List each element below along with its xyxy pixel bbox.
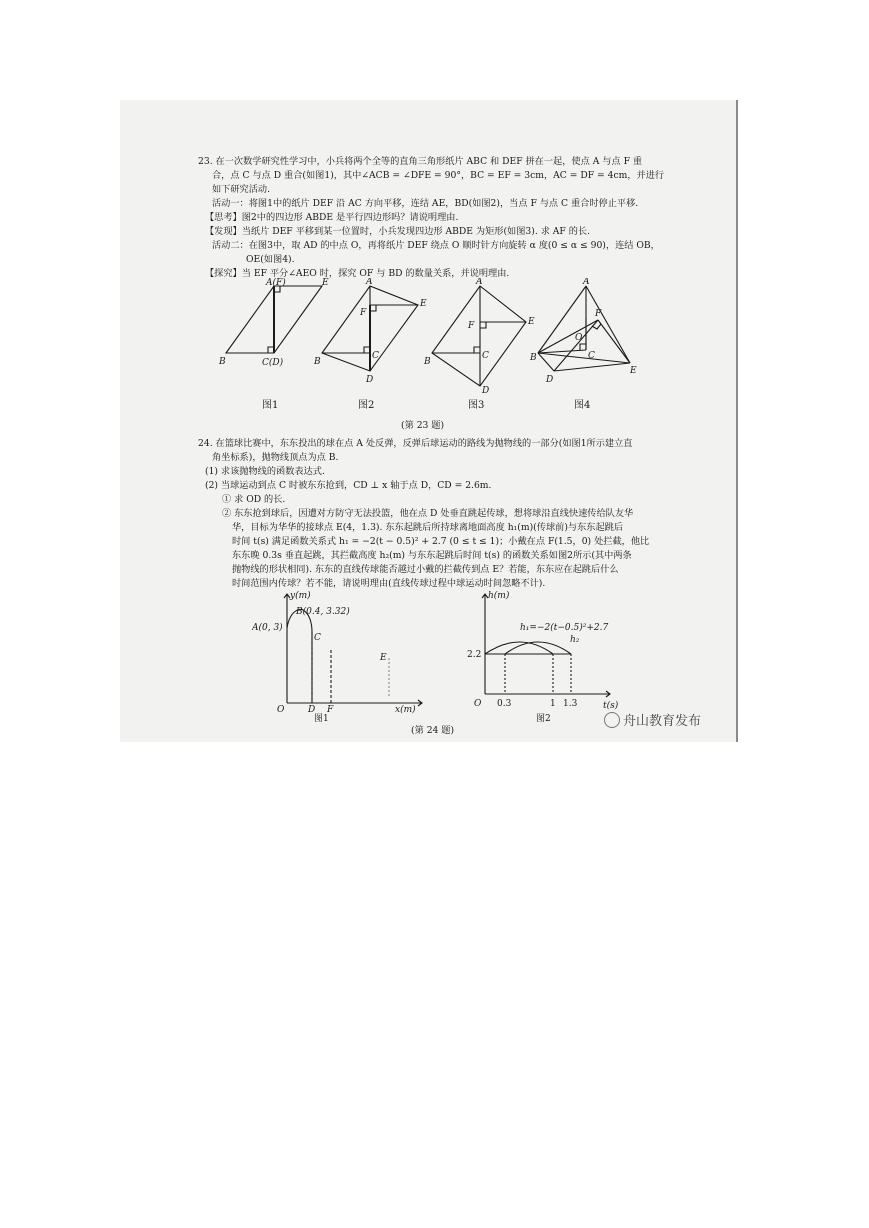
q23-f1-label-CD: C(D) (262, 358, 284, 368)
q24-f2-h1-curve (485, 642, 553, 654)
q23-line-5: 【思考】图2中的四边形 ABDE 是平行四边形吗？请说明理由. (205, 212, 459, 223)
q24-f1-point-B: B(0.4, 3.32) (296, 607, 350, 617)
q23-fig3-caption: 图3 (468, 400, 485, 411)
q23-line-1: 23. 在一次数学研究性学习中，小兵将两个全等的直角三角形纸片 ABC 和 DEF 拼在一起，使点 A 与点 F 重 (198, 156, 643, 167)
q23-f4-label-O: O (575, 333, 583, 343)
q24-f2-origin: O (474, 699, 482, 709)
q23-line-9: 【探究】当 EF 平分∠AEO 时，探究 OF 与 BD 的数量关系，并说明理由. (205, 268, 510, 279)
q24-line-1: 24. 在篮球比赛中，东东投出的球在点 A 处反弹，反弹后球运动的路线为抛物线的一部分(如图1所示建立直 (198, 438, 633, 449)
q24-f1-point-F: F (327, 705, 334, 715)
q23-line-2: 合，点 C 与点 D 重合(如图1)，其中∠ACB = ∠DFE = 90°，BC = EF = 3cm，AC = DF = 4cm，并进行 (212, 170, 665, 181)
q24-line-5: ① 求 OD 的长. (222, 494, 286, 505)
q24-f1-ylabel: y(m) (290, 591, 311, 601)
q23-f4-label-F: F (595, 309, 602, 319)
q24-line-10: 抛物线的形状相同). 东东的直线传球能否越过小戴的拦截传到点 E？若能，东东应在起跳后什么 (232, 564, 619, 575)
q24-fig2-caption: 图2 (536, 714, 551, 722)
q23-fig3 (432, 286, 526, 386)
q23-line-3: 如下研究活动. (212, 184, 271, 195)
watermark (604, 710, 701, 729)
q24-line-7: 华，目标为华华的接球点 E(4，1.3). 东东起跳后所持球离地面高度 h₁(m)(传球前)与东东起跳后 (232, 522, 624, 533)
q24-fig1 (252, 590, 432, 722)
q23-f2-label-F: F (360, 308, 367, 318)
q24-f1-parabola (287, 609, 312, 703)
q23-fig4 (538, 286, 630, 371)
q24-f2-h2-curve (505, 642, 571, 654)
q23-f3-label-A: A (476, 278, 483, 287)
q24-f1-point-E: E (380, 653, 387, 663)
q24-f1-point-D: D (308, 705, 316, 715)
q23-f4-label-E: E (630, 366, 637, 376)
q23-fig1 (226, 286, 322, 353)
q24-f2-h1-label: h₁=−2(t−0.5)²+2.7 (520, 623, 609, 633)
q23-fig2-caption: 图2 (358, 400, 375, 411)
q24-line-2: 角坐标系)，抛物线顶点为点 B. (212, 452, 339, 463)
q24-f2-xlabel: t(s) (603, 701, 619, 711)
q23-fig2 (322, 286, 418, 371)
q23-f3-label-E: E (528, 317, 535, 327)
q23-f2-label-B: B (314, 357, 321, 367)
q23-f1-label-E: E (322, 278, 329, 288)
q23-line-8: OE(如图4). (246, 254, 295, 265)
q24-line-11: 时间范围内传球？若不能，请说明理由(直线传球过程中球运动时间忽略不计). (232, 578, 546, 589)
q23-line-4: 活动一：将图1中的纸片 DEF 沿 AC 方向平移，连结 AE，BD(如图2)，当点 F 与点 C 重合时停止平移. (212, 198, 639, 209)
q24-line-4: (2) 当球运动到点 C 时被东东抢到，CD ⊥ x 轴于点 D，CD = 2.6m. (205, 480, 492, 491)
q23-f2-label-D: D (366, 375, 374, 385)
q24-line-9: 东东晚 0.3s 垂直起跳，其拦截高度 h₂(m) 与东东起跳后时间 t(s) 的函数关系如图2所示(其中两条 (232, 550, 632, 561)
q24-line-3: (1) 求该抛物线的函数表达式. (205, 466, 325, 477)
q24-line-6: ② 东东抢到球后，因遭对方防守无法投篮，他在点 D 处垂直跳起传球，想将球沿直线快速传给队友华 (222, 508, 634, 519)
q24-f2-ylabel: h(m) (488, 591, 510, 601)
page-edge-line (736, 100, 738, 742)
watermark-text: 舟山教育发布 (623, 714, 702, 729)
q24-f1-point-C: C (314, 633, 321, 643)
q23-fig4-caption: 图4 (574, 400, 591, 411)
q23-f3-label-F: F (468, 321, 475, 331)
q23-f4-label-B: B (530, 353, 537, 363)
q23-f1-label-AF: A(F) (266, 278, 286, 288)
q23-line-7: 活动二：在图3中，取 AD 的中点 O，再将纸片 DEF 绕点 O 顺时针方向旋转 α 度(0 ≤ α ≤ 90)，连结 OB， (212, 240, 660, 251)
q24-fig2 (460, 590, 630, 722)
wechat-icon (604, 712, 620, 728)
q23-f2-label-C: C (372, 351, 379, 361)
q24-f2-h2-label: h₂ (570, 635, 580, 645)
q24-f1-point-A: A(0, 3) (252, 623, 283, 633)
q24-f2-xtick-0.3: 0.3 (497, 699, 512, 709)
q23-f4-label-D: D (546, 375, 554, 385)
q23-fig1-caption: 图1 (262, 400, 279, 411)
q24-line-8: 时间 t(s) 满足函数关系式 h₁ = −2(t − 0.5)² + 2.7 (0 ≤ t ≤ 1)；小戴在点 F(1.5，0) 处拦截，他比 (232, 536, 650, 547)
q23-f4-label-A: A (583, 278, 590, 287)
q24-f1-origin: O (277, 705, 285, 715)
q24-f2-xtick-1.3: 1.3 (563, 699, 578, 709)
q24-f2-xtick-1: 1 (550, 699, 556, 709)
q23-f1-label-B: B (219, 357, 226, 367)
q23-f2-label-E: E (420, 299, 427, 309)
q24-caption: (第 24 题) (411, 725, 455, 736)
q24-f1-xlabel: x(m) (395, 705, 416, 715)
q23-f3-label-C: C (482, 351, 489, 361)
q23-f2-label-A: A (366, 278, 373, 287)
q23-line-6: 【发现】当纸片 DEF 平移到某一位置时，小兵发现四边形 ABDE 为矩形(如图3). 求 AF 的长. (205, 226, 591, 237)
q23-figures (200, 278, 640, 428)
q23-f3-label-D: D (482, 386, 490, 396)
q23-f3-label-B: B (424, 357, 431, 367)
q24-fig1-caption: 图1 (314, 714, 329, 722)
q23-caption: (第 23 题) (401, 420, 445, 431)
q23-f4-label-C: C (588, 351, 595, 361)
q24-f2-ytick: 2.2 (467, 650, 482, 660)
